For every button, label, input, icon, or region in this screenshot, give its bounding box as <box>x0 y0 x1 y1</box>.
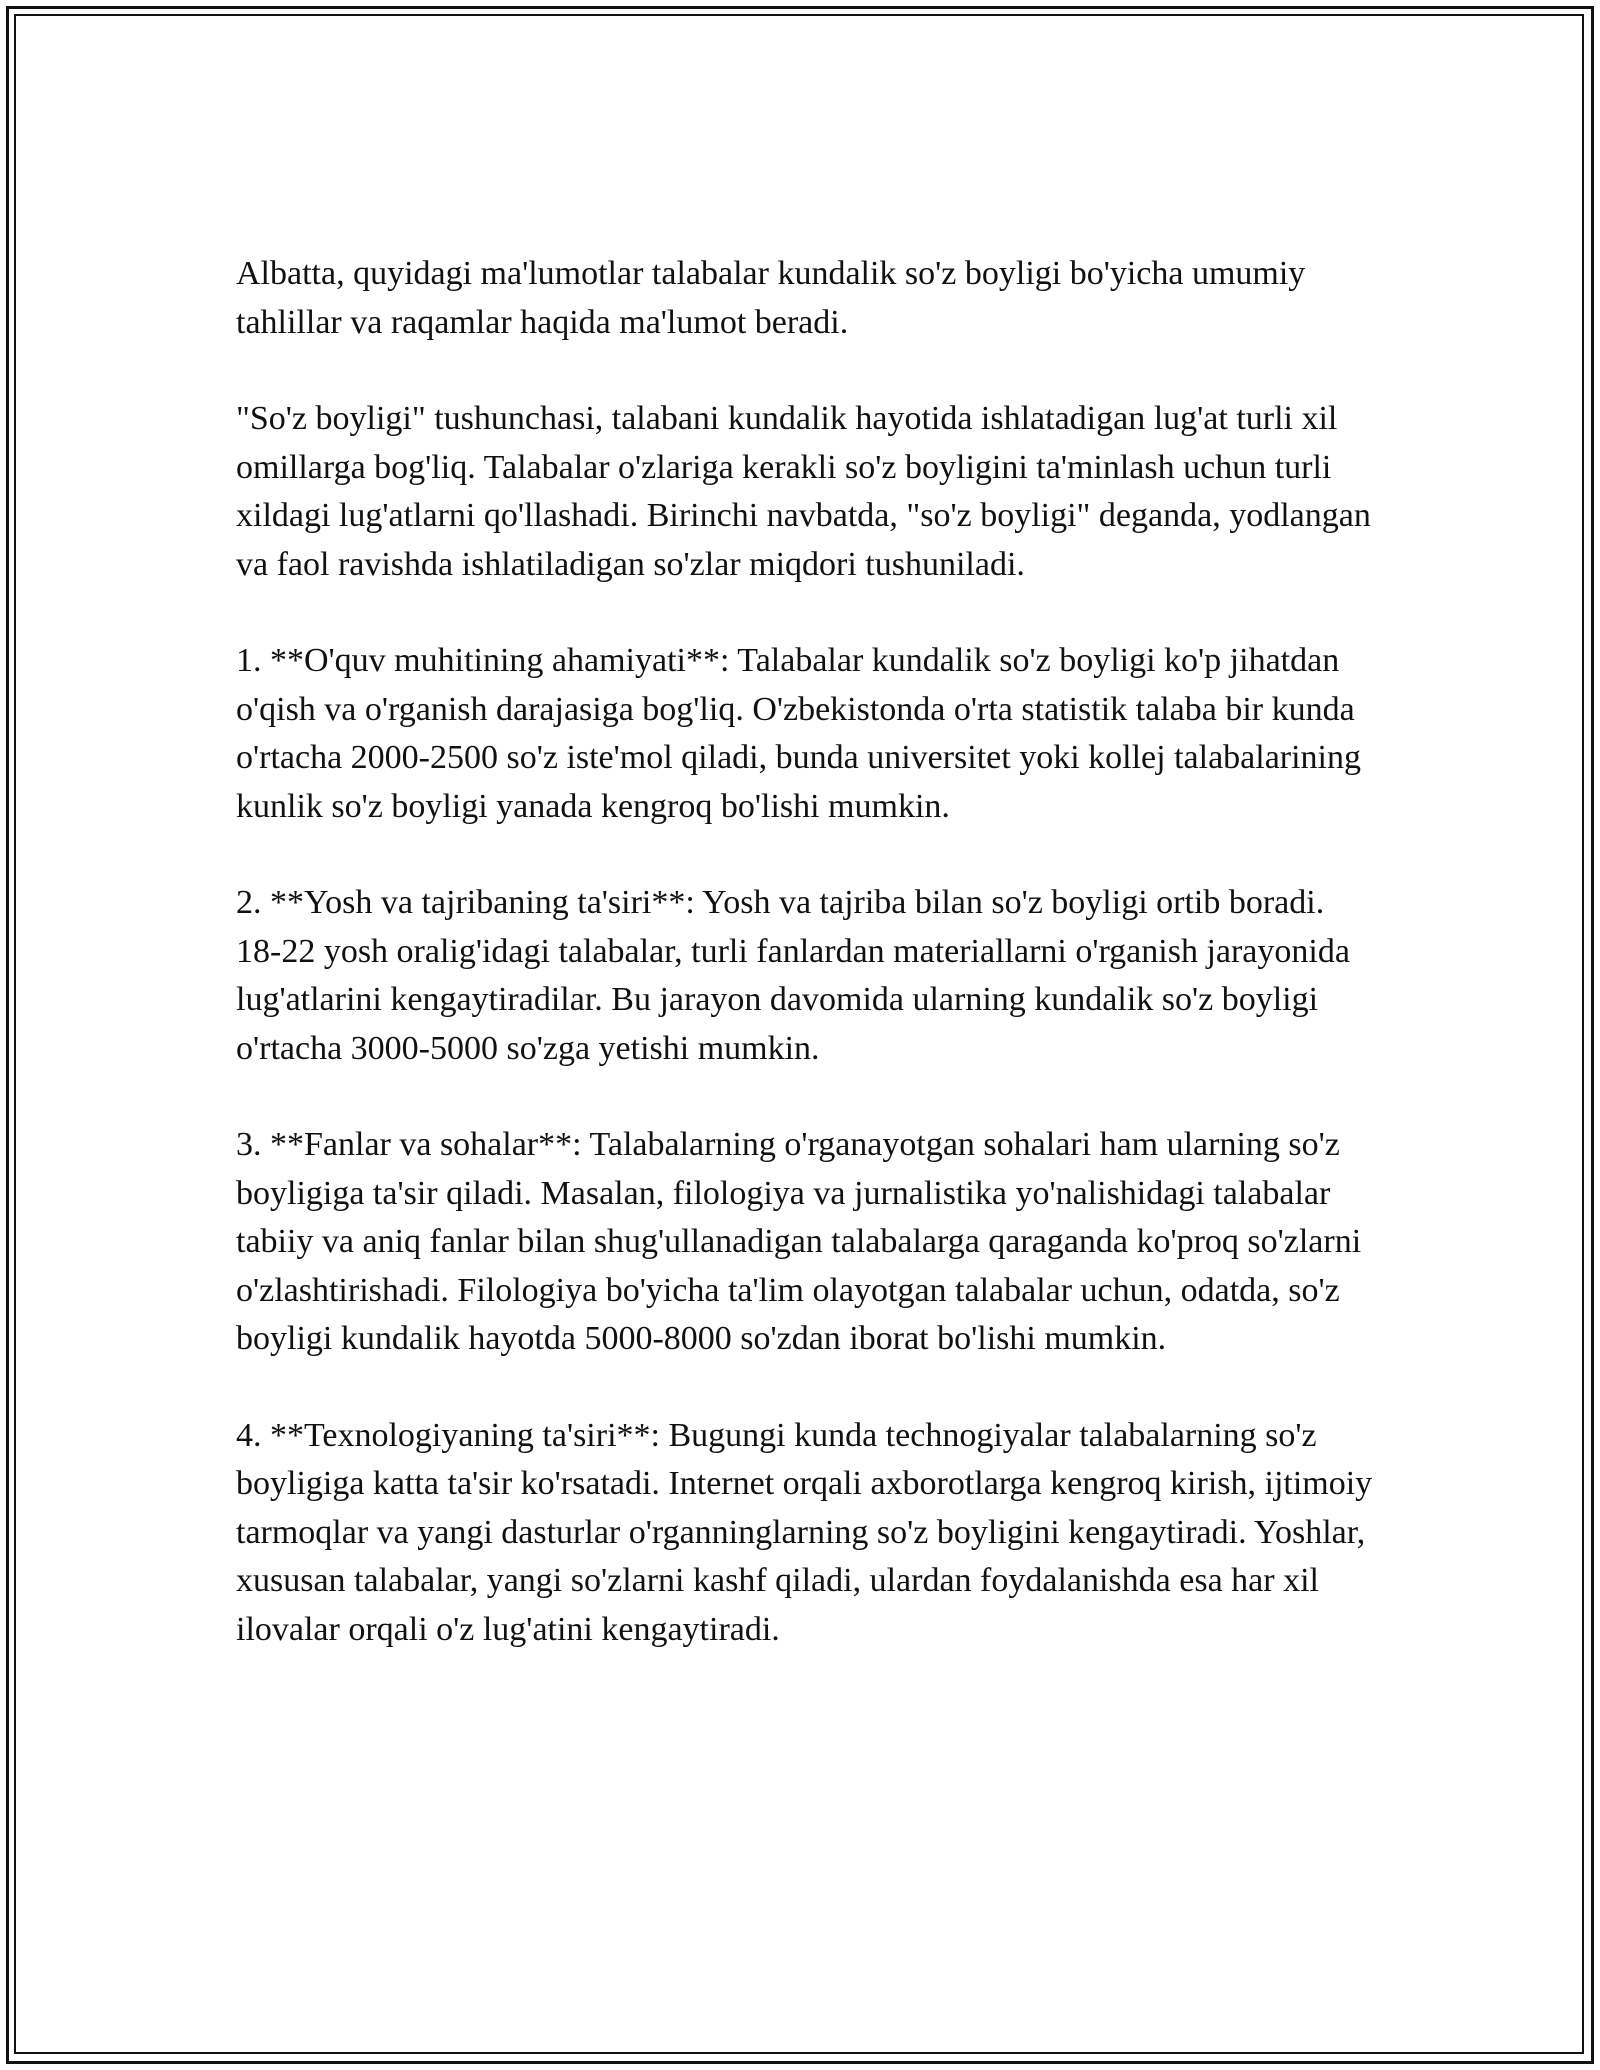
point-2-paragraph: 2. **Yosh va tajribaning ta'siri**: Yosh va tajriba bilan so'z boyligi ortib boradi. 18-22 yosh oralig'idagi talabalar, turli fanlardan materiallarni o'rganish jarayonida lug'atlarini kengaytiradilar. Bu jarayon davomida ularning kundalik so'z boyligi o'rtacha 3000-5000 so'zga yetishi mumkin. <box>236 884 1350 1067</box>
point-4-paragraph: 4. **Texnologiyaning ta'siri**: Bugungi kunda technogiyalar talabalarning so'z boyligiga katta ta'sir ko'rsatadi. Internet orqali axborotlarga kengroq kirish, ijtimoiy tarmoqlar va yangi dasturlar o'rganninglarning so'z boyligini kengaytiradi. Yoshlar, xususan talabalar, yangi so'zlarni kashf qiladi, ulardan foydalanishda esa har xil ilovalar orqali o'z lug'atini kengaytiradi. <box>236 1416 1373 1648</box>
point-3-paragraph: 3. **Fanlar va sohalar**: Talabalarning o'rganayotgan sohalari ham ularning so'z boyligiga ta'sir qiladi. Masalan, filologiya va jurnalistika yo'nalishidagi talabalar tabiiy va aniq fanlar bilan shug'ullanadigan talabalarga qaraganda ko'proq so'zlarni o'zlashtirishadi. Filologiya bo'yicha ta'lim olayotgan talabalar uchun, odatda, so'z boyligi kundalik hayotda 5000-8000 so'zdan iborat bo'lishi mumkin. <box>236 1126 1362 1357</box>
point-1-paragraph: 1. **O'quv muhitining ahamiyati**: Talabalar kundalik so'z boyligi ko'p jihatdan o'qish va o'rganish darajasiga bog'liq. O'zbekistonda o'rta statistik talaba bir kunda o'rtacha 2000-2500 so'z iste'mol qiladi, bunda universitet yoki kollej talabalarining kunlik so'z boyligi yanada kengroq bo'lishi mumkin. <box>236 642 1362 825</box>
intro-paragraph: Albatta, quyidagi ma'lumotlar talabalar kundalik so'z boyligi bo'yicha umumiy tahlillar va raqamlar haqida ma'lumot beradi. <box>236 255 1306 341</box>
document-body <box>236 250 1376 1702</box>
definition-paragraph: "So'z boyligi" tushunchasi, talabani kundalik hayotida ishlatadigan lug'at turli xil omillarga bog'liq. Talabalar o'zlariga kerakli so'z boyligini ta'minlash uchun turli xildagi lug'atlarni qo'llashadi. Birinchi navbatda, "so'z boyligi" deganda, yodlangan va faol ravishda ishlatiladigan so'zlar miqdori tushuniladi. <box>236 400 1371 583</box>
